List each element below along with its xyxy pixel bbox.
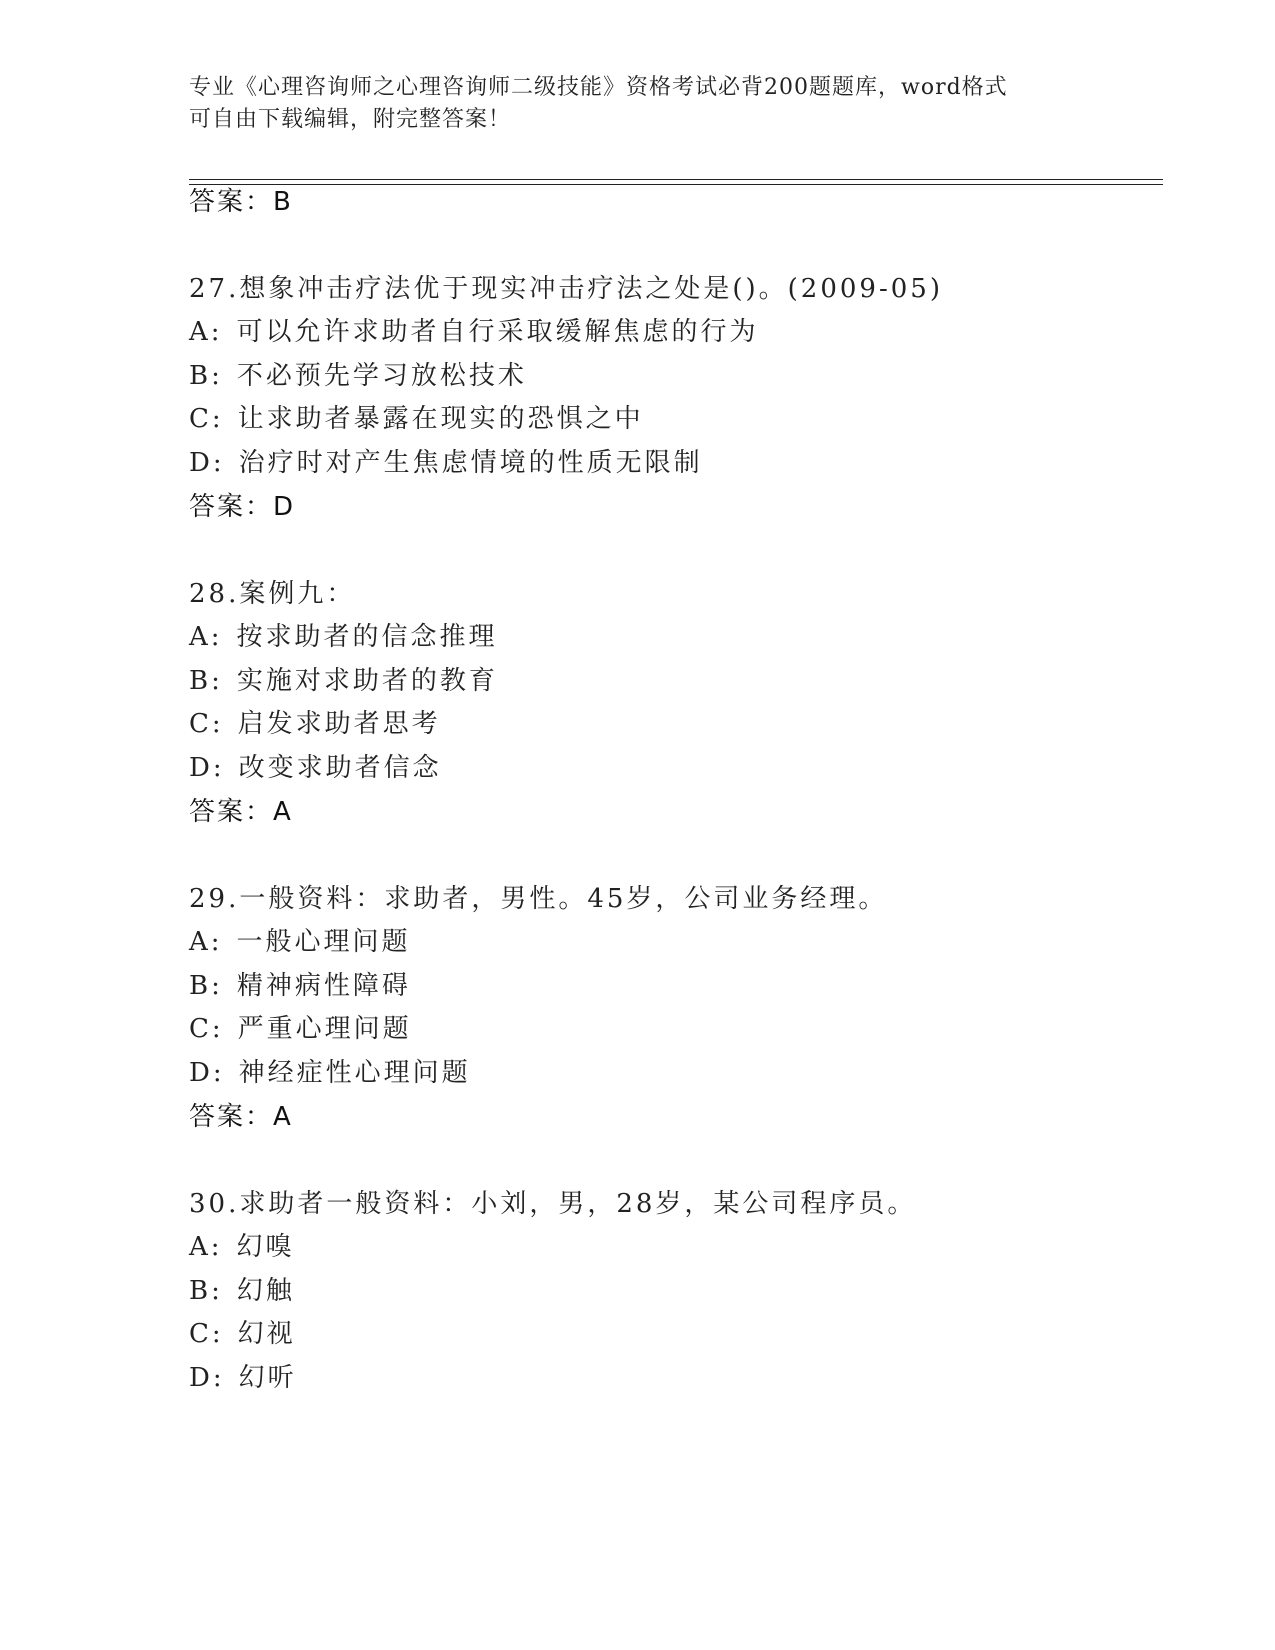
option-key: C: [189,404,224,434]
option-text: 严重心理问题 [237,1014,412,1044]
option-key: B: [189,971,223,1001]
option-key: B: [189,1276,223,1306]
option-key: C: [189,1319,224,1349]
option-key: C: [189,1014,224,1044]
option-text: 神经症性心理问题 [238,1058,471,1088]
option-text: 幻听 [238,1363,297,1393]
option-key: A: [189,1232,223,1262]
option-key: D: [189,448,225,478]
option-text: 幻视 [237,1319,296,1349]
option-line [189,970,411,1002]
option-line [189,621,498,653]
option-text: 幻嗅 [236,1232,295,1262]
option-line [189,447,703,479]
header-divider-top [189,179,1163,180]
option-key: D: [189,753,225,783]
option-line [189,1275,295,1307]
option-line [189,316,759,348]
option-key: C: [189,709,224,739]
option-line [189,926,411,958]
question-stem: 30.求助者一般资料：小刘，男，28岁，某公司程序员。 [189,1189,917,1219]
option-text: 精神病性障碍 [236,971,411,1001]
option-key: A: [189,622,223,652]
option-key: D: [189,1363,225,1393]
option-line [189,1013,412,1045]
option-text: 启发求助者思考 [237,709,441,739]
header-divider-bottom [189,184,1163,185]
option-key: A: [189,317,223,347]
document-header [189,72,1089,136]
option-line [189,403,644,435]
option-key: D: [189,1058,225,1088]
option-line [189,1057,471,1089]
answer-line: 答案：A [189,1102,293,1132]
question-stem: 29.一般资料：求助者，男性。45岁，公司业务经理。 [189,884,888,914]
option-text: 治疗时对产生焦虑情境的性质无限制 [238,448,703,478]
option-line [189,360,527,392]
header-line-1: 专业《心理咨询师之心理咨询师二级技能》资格考试必背200题题库，word格式 [189,75,1008,100]
option-key: B: [189,361,223,391]
option-key: A: [189,927,223,957]
option-text: 可以允许求助者自行采取缓解焦虑的行为 [236,317,759,347]
answer-line: 答案：D [189,492,296,522]
option-line [189,1362,297,1394]
question-stem: 27.想象冲击疗法优于现实冲击疗法之处是()。(2009-05) [189,274,943,304]
header-line-2: 可自由下载编辑，附完整答案！ [189,107,512,132]
option-text: 一般心理问题 [236,927,411,957]
option-line [189,1231,295,1263]
option-text: 按求助者的信念推理 [236,622,498,652]
option-key: B: [189,666,223,696]
question-stem: 28.案例九： [189,579,356,609]
option-text: 改变求助者信念 [238,753,442,783]
option-text: 让求助者暴露在现实的恐惧之中 [237,404,644,434]
option-text: 实施对求助者的教育 [236,666,498,696]
answer-line: 答案：B [189,187,293,217]
answer-line: 答案：A [189,797,293,827]
option-line [189,665,498,697]
option-text: 不必预先学习放松技术 [236,361,527,391]
option-line [189,752,442,784]
option-text: 幻触 [236,1276,295,1306]
option-line [189,708,441,740]
option-line [189,1318,296,1350]
